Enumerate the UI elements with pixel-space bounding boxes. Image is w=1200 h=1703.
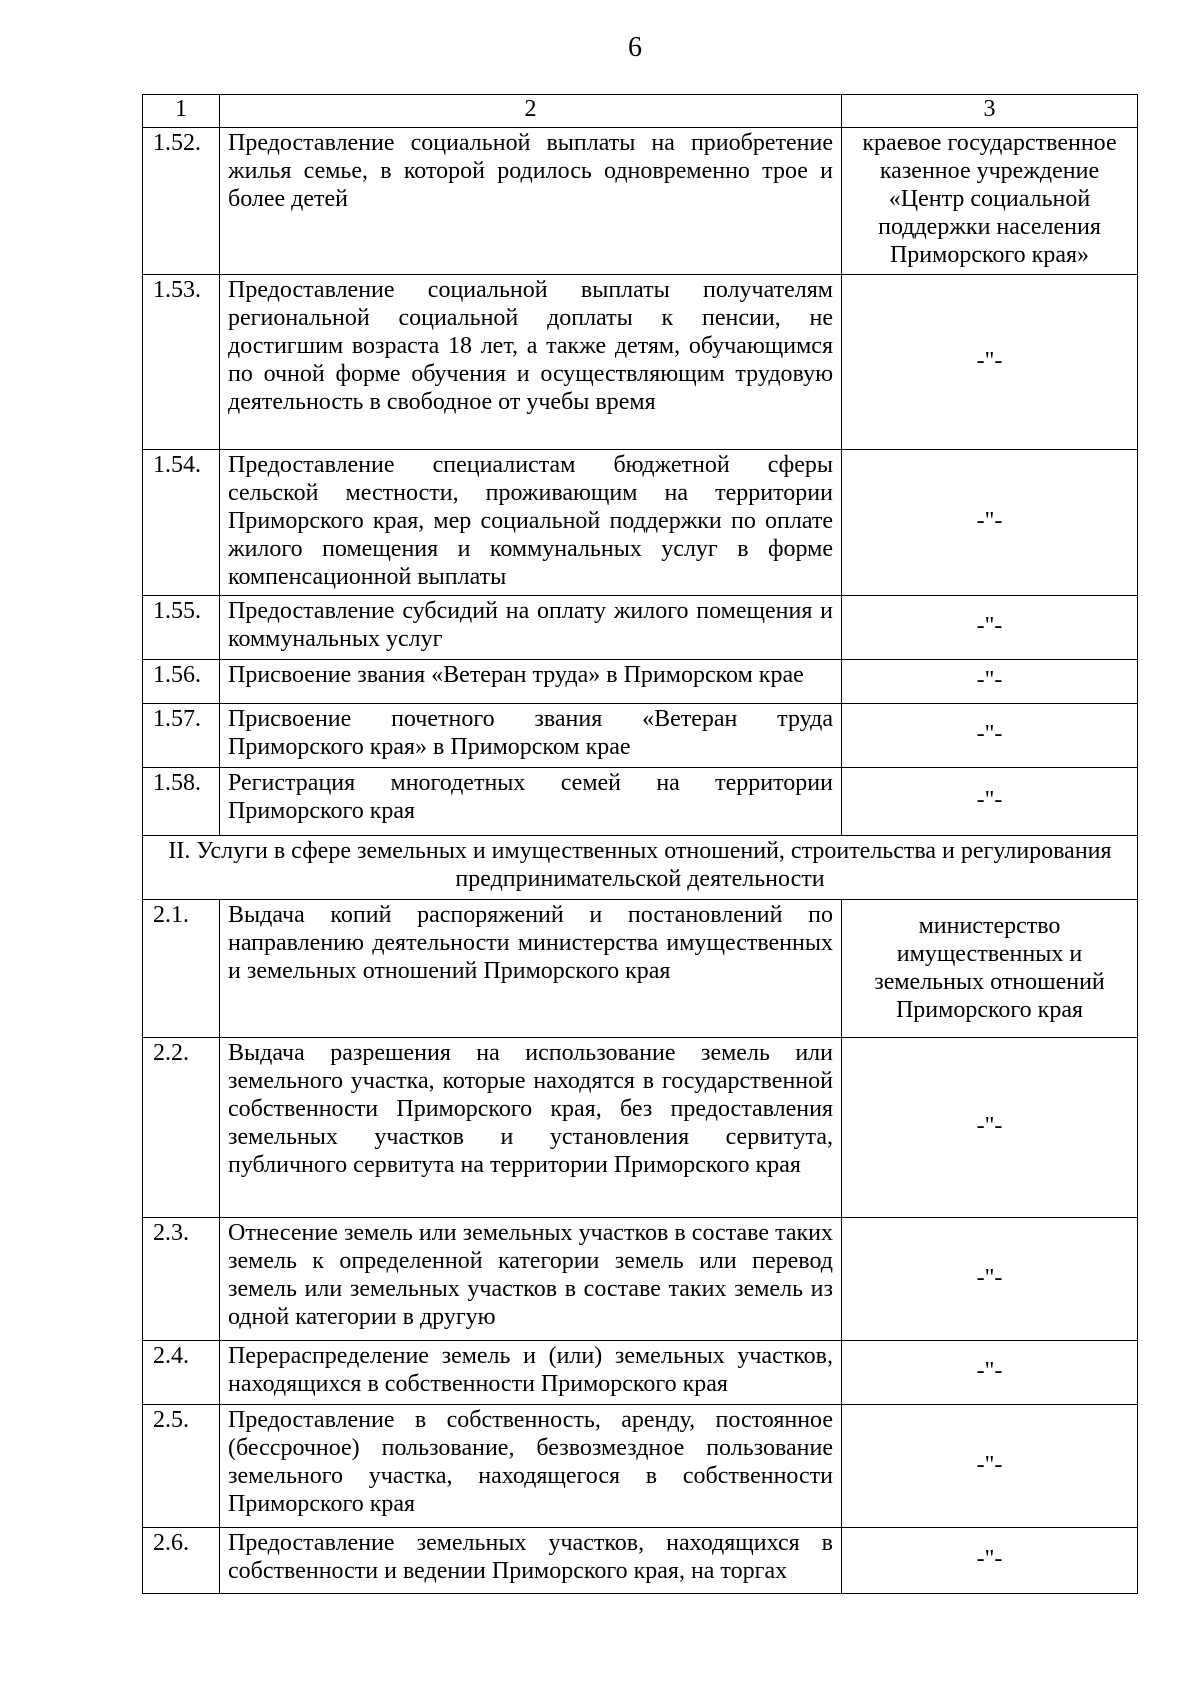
row-number: 1.58.	[143, 768, 220, 836]
service-name: Присвоение звания «Ветеран труда» в Приморском крае	[220, 660, 842, 704]
table-row	[143, 704, 1138, 768]
row-number: 2.2.	[143, 1038, 220, 1218]
header-col-1: 1	[143, 95, 220, 128]
services-table	[142, 94, 1138, 1594]
responsible-body: -"-	[842, 1405, 1138, 1528]
responsible-body: -"-	[842, 275, 1138, 450]
service-name: Предоставление субсидий на оплату жилого помещения и коммунальных услуг	[220, 596, 842, 660]
page-number: 6	[628, 32, 642, 63]
row-number: 1.53.	[143, 275, 220, 450]
table-row	[143, 596, 1138, 660]
row-number: 1.52.	[143, 128, 220, 275]
row-number: 2.1.	[143, 900, 220, 1038]
service-name: Предоставление социальной выплаты на приобретение жилья семье, в которой родилось одновременно трое и более детей	[220, 128, 842, 275]
table-row	[143, 1528, 1138, 1594]
row-number: 2.6.	[143, 1528, 220, 1594]
responsible-body: -"-	[842, 450, 1138, 596]
row-number: 2.5.	[143, 1405, 220, 1528]
row-number: 1.54.	[143, 450, 220, 596]
table-row	[143, 1218, 1138, 1341]
responsible-body: -"-	[842, 1218, 1138, 1341]
service-name: Отнесение земель или земельных участков в составе таких земель к определенной категории земель или перевод земель или земельных участков в составе таких земель из одной категории в другую	[220, 1218, 842, 1341]
table-row	[143, 1341, 1138, 1405]
responsible-body: краевое государственное казенное учреждение «Центр социальной поддержки населения Приморского края»	[842, 128, 1138, 275]
table-row	[143, 660, 1138, 704]
table-row	[143, 275, 1138, 450]
table-row	[143, 768, 1138, 836]
row-number: 1.55.	[143, 596, 220, 660]
responsible-body: -"-	[842, 1341, 1138, 1405]
section-header-row	[143, 836, 1138, 900]
table-header-row	[143, 95, 1138, 128]
row-number: 2.4.	[143, 1341, 220, 1405]
table-row	[143, 1405, 1138, 1528]
service-name: Предоставление в собственность, аренду, постоянное (бессрочное) пользование, безвозмездное пользование земельного участка, находящегося в собственности Приморского края	[220, 1405, 842, 1528]
responsible-body: -"-	[842, 704, 1138, 768]
service-name: Перераспределение земель и (или) земельных участков, находящихся в собственности Приморского края	[220, 1341, 842, 1405]
row-number: 1.57.	[143, 704, 220, 768]
table-row	[143, 128, 1138, 275]
responsible-body: -"-	[842, 660, 1138, 704]
service-name: Предоставление социальной выплаты получателям региональной социальной доплаты к пенсии, не достигшим возраста 18 лет, а также детям, обучающимся по очной форме обучения и осуществляющим трудовую деятельность в свободное от учебы время	[220, 275, 842, 450]
section-title: II. Услуги в сфере земельных и имущественных отношений, строительства и регулирования предпринимательской деятельности	[143, 836, 1138, 900]
header-col-3: 3	[842, 95, 1138, 128]
service-name: Выдача разрешения на использование земель или земельного участка, которые находятся в государственной собственности Приморского края, без предоставления земельных участков и установления сервитута, публичного сервитута на территории Приморского края	[220, 1038, 842, 1218]
row-number: 1.56.	[143, 660, 220, 704]
responsible-body: -"-	[842, 1038, 1138, 1218]
table-row	[143, 1038, 1138, 1218]
service-name: Выдача копий распоряжений и постановлений по направлению деятельности министерства имущественных и земельных отношений Приморского края	[220, 900, 842, 1038]
table-row	[143, 900, 1138, 1038]
service-name: Предоставление земельных участков, находящихся в собственности и ведении Приморского края, на торгах	[220, 1528, 842, 1594]
service-name: Присвоение почетного звания «Ветеран труда Приморского края» в Приморском крае	[220, 704, 842, 768]
responsible-body: -"-	[842, 1528, 1138, 1594]
responsible-body: -"-	[842, 596, 1138, 660]
table-row	[143, 450, 1138, 596]
service-name: Регистрация многодетных семей на территории Приморского края	[220, 768, 842, 836]
row-number: 2.3.	[143, 1218, 220, 1341]
responsible-body: министерство имущественных и земельных отношений Приморского края	[842, 900, 1138, 1038]
service-name: Предоставление специалистам бюджетной сферы сельской местности, проживающим на территории Приморского края, мер социальной поддержки по оплате жилого помещения и коммунальных услуг в форме компенсационной выплаты	[220, 450, 842, 596]
responsible-body: -"-	[842, 768, 1138, 836]
header-col-2: 2	[220, 95, 842, 128]
